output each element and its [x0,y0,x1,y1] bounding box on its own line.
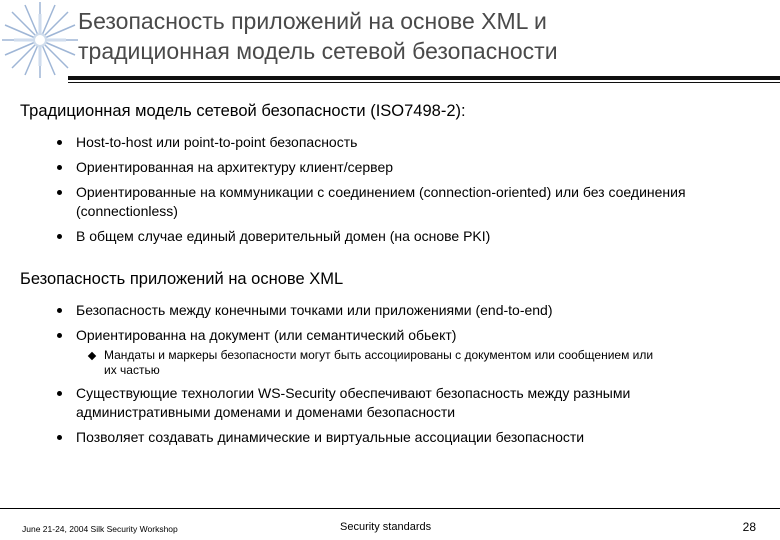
section-heading-xml: Безопасность приложений на основе XML [20,270,344,288]
bullet-list-traditional [20,133,760,246]
bullet-list-xml [20,301,760,447]
list-item: Ориентированная на архитектуру клиент/сервер [20,158,736,177]
slide-title [78,6,768,66]
list-item: Позволяет создавать динамические и виртуальные ассоциации безопасности [20,428,736,447]
list-item: В общем случае единый доверительный домен (на основе PKI) [20,227,736,246]
page-number: 28 [742,520,756,534]
starburst-icon [0,0,80,80]
list-item: Безопасность между конечными точками или приложениями (end-to-end) [20,301,736,320]
footer-event: June 21-24, 2004 Silk Security Workshop [22,524,178,534]
section-heading-traditional: Традиционная модель сетевой безопасности (ISO7498-2): [20,102,466,120]
slide-title-line1: Безопасность приложений на основе XML и [78,8,547,34]
list-item: Существующие технологии WS-Security обеспечивают безопасность между разными административными доменами и доменами безопасности [20,384,736,422]
sub-bullet-list [76,348,736,378]
list-item: Host-to-host или point-to-point безопасность [20,133,736,152]
footer-topic: Security standards [340,521,432,533]
title-divider [68,76,780,80]
list-item-with-sublist [20,326,736,378]
footer-divider [0,508,780,509]
title-divider-thin [68,82,780,83]
list-item: Ориентированные на коммуникации с соединением (connection-oriented) или без соединения (connectionless) [20,183,736,221]
slide-title-line2: традиционная модель сетевой безопасности [78,38,558,64]
sub-list-item: Мандаты и маркеры безопасности могут быть ассоциированы с документом или сообщением или их частью [20,348,664,378]
list-item-text: Ориентированна на документ (или семантический обьект) [76,327,457,343]
slide-body [20,100,760,453]
